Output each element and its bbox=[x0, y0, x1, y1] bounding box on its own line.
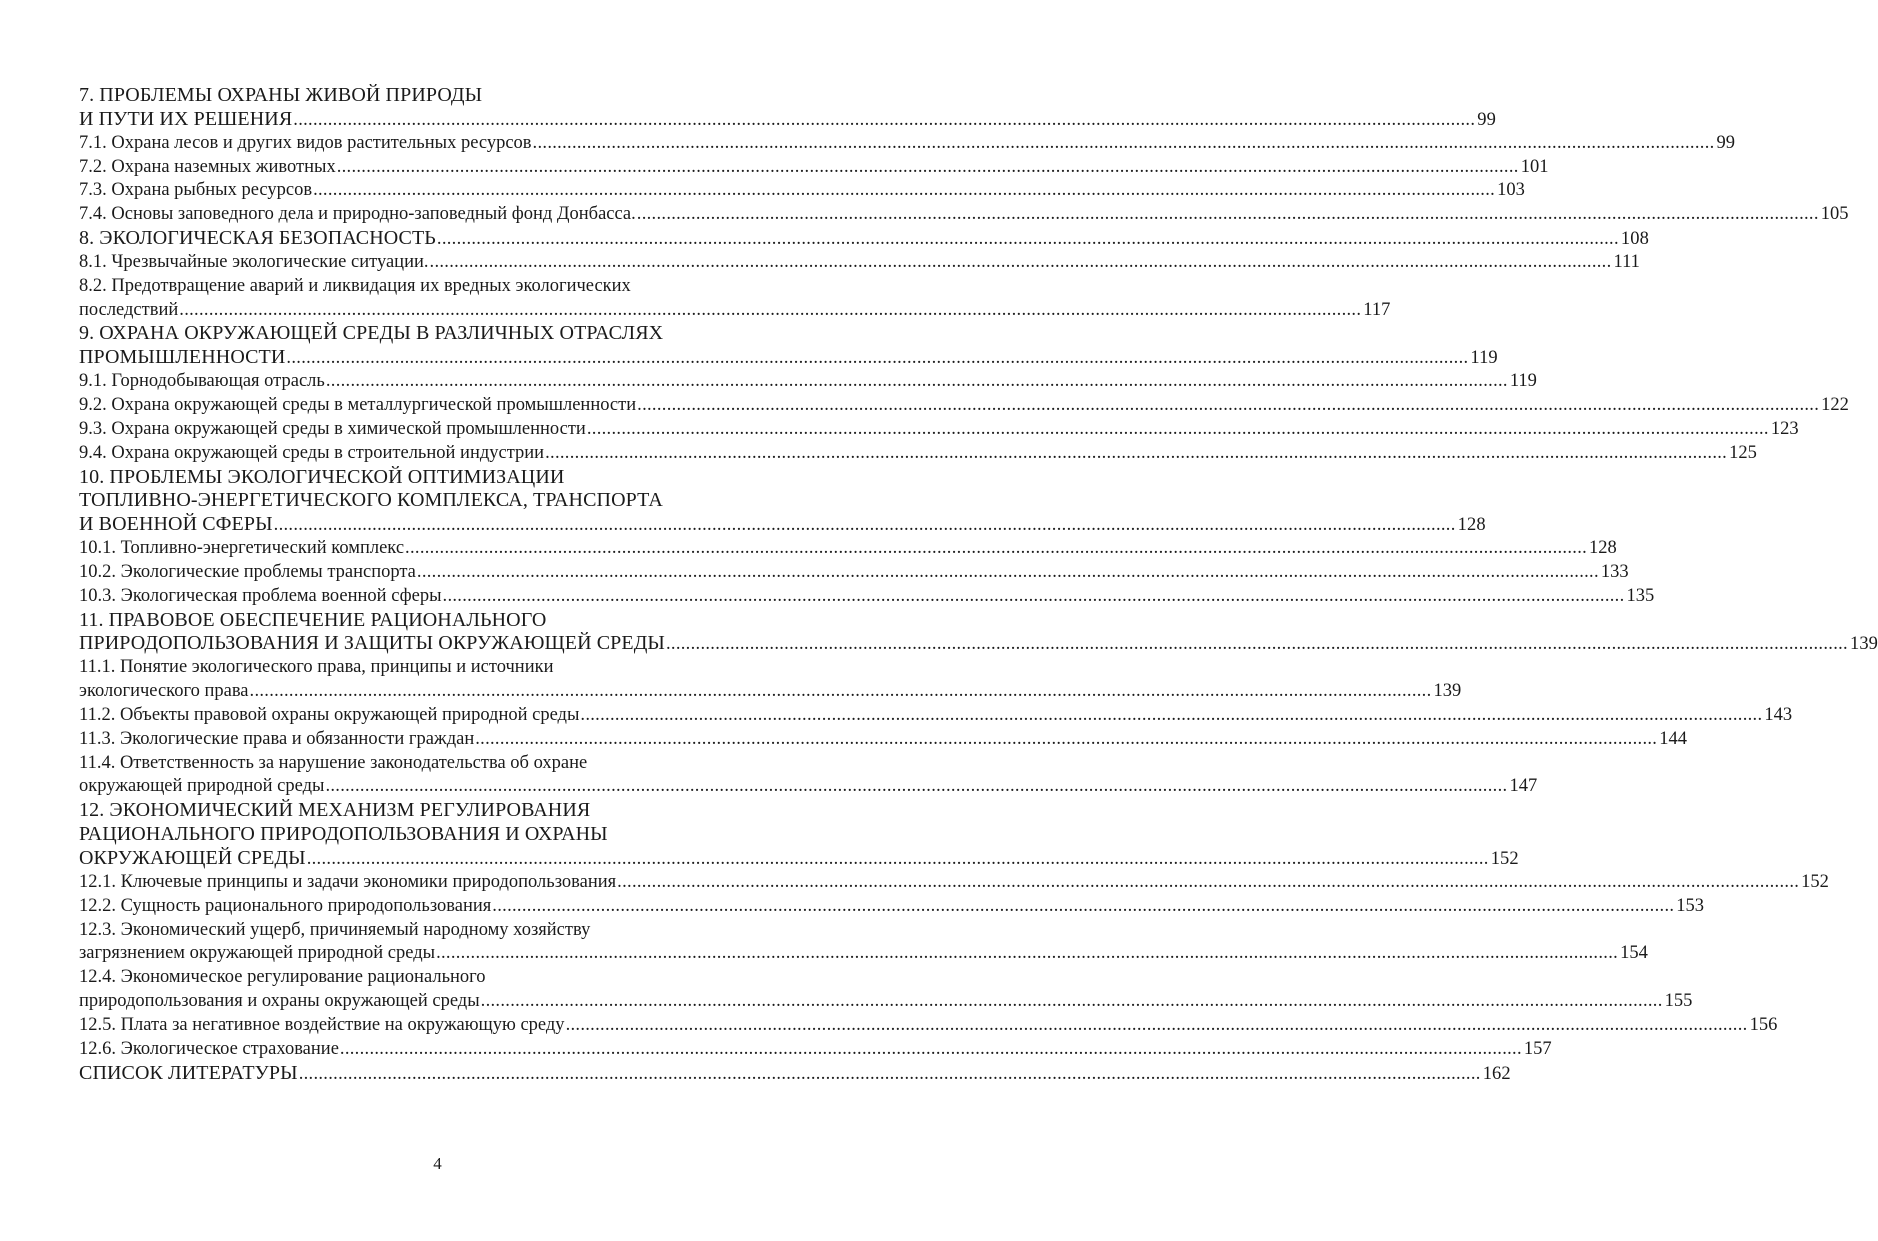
toc-entry bbox=[79, 680, 1462, 704]
toc-entry-title: 9.2. Охрана окружающей среды в металлургической промышленности bbox=[79, 394, 637, 415]
dot-leader bbox=[293, 109, 1475, 133]
dot-leader bbox=[587, 418, 1769, 442]
toc-page-number: 123 bbox=[1770, 418, 1799, 439]
toc-page-number: 117 bbox=[1363, 299, 1391, 320]
toc-text-line: 12. ЭКОНОМИЧЕСКИЙ МЕХАНИЗМ РЕГУЛИРОВАНИЯ bbox=[79, 799, 591, 822]
toc-text-line: 12.4. Экономическое регулирование рационального bbox=[79, 967, 486, 988]
dot-leader bbox=[666, 633, 1848, 657]
toc-entry-title: 12.5. Плата за негативное воздействие на окружающую среду bbox=[79, 1014, 565, 1035]
toc-page-number: 128 bbox=[1457, 515, 1486, 536]
toc-entry bbox=[79, 728, 1687, 752]
toc-page-number: 139 bbox=[1849, 634, 1878, 655]
toc-page-number: 156 bbox=[1749, 1014, 1778, 1035]
dot-leader bbox=[637, 203, 1819, 227]
table-of-contents bbox=[79, 84, 1878, 1085]
toc-entry-title: СПИСОК ЛИТЕРАТУРЫ bbox=[79, 1061, 298, 1084]
toc-entry-title: 12.2. Сущность рационального природопользования bbox=[79, 895, 492, 916]
toc-entry-title: 7.3. Охрана рыбных ресурсов bbox=[79, 180, 313, 201]
toc-entry-title: загрязнением окружающей природной среды bbox=[79, 943, 436, 964]
toc-entry bbox=[79, 871, 1829, 895]
toc-entry-title: 10.1. Топливно-энергетический комплекс bbox=[79, 538, 405, 559]
toc-page-number: 111 bbox=[1613, 251, 1640, 272]
dot-leader bbox=[637, 394, 1819, 418]
toc-entry-title: окружающей природной среды bbox=[79, 776, 325, 797]
toc-entry bbox=[79, 561, 1629, 585]
dot-leader bbox=[430, 251, 1612, 275]
toc-entry-title: И ПУТИ ИХ РЕШЕНИЯ bbox=[79, 107, 293, 130]
toc-entry bbox=[79, 513, 1486, 537]
toc-page-number: 154 bbox=[1620, 943, 1648, 964]
toc-entry bbox=[79, 1014, 1778, 1038]
toc-entry bbox=[79, 418, 1799, 442]
toc-text-line: 11.4. Ответственность за нарушение законодательства об охране bbox=[79, 752, 588, 773]
toc-entry-title: 8.1. Чрезвычайные экологические ситуации. bbox=[79, 251, 429, 272]
toc-entry-title: 7.1. Охрана лесов и других видов растительных ресурсов bbox=[79, 132, 532, 153]
toc-text-line: 7. ПРОБЛЕМЫ ОХРАНЫ ЖИВОЙ ПРИРОДЫ bbox=[79, 84, 483, 106]
dot-leader bbox=[286, 347, 1468, 371]
toc-entry-title: 9.1. Горнодобывающая отрасль bbox=[79, 371, 325, 392]
dot-leader bbox=[481, 990, 1663, 1014]
dot-leader bbox=[326, 370, 1508, 394]
toc-entry-title: 11.3. Экологические права и обязанности граждан bbox=[79, 728, 475, 749]
toc-page-number: 119 bbox=[1470, 348, 1498, 369]
dot-leader bbox=[566, 1014, 1748, 1038]
toc-entry bbox=[79, 179, 1525, 203]
toc-entry bbox=[79, 1038, 1552, 1062]
toc-entry-title: 9.3. Охрана окружающей среды в химической промышленности bbox=[79, 418, 586, 439]
dot-leader bbox=[617, 871, 1799, 895]
toc-page-number: 133 bbox=[1600, 561, 1629, 582]
toc-entry bbox=[79, 704, 1793, 728]
toc-entry bbox=[79, 394, 1849, 418]
dot-leader bbox=[417, 561, 1599, 585]
toc-entry bbox=[79, 895, 1705, 919]
toc-entry bbox=[79, 132, 1736, 156]
toc-page-number: 119 bbox=[1509, 371, 1537, 392]
toc-text-line: 12.3. Экономический ущерб, причиняемый народному хозяйству bbox=[79, 919, 591, 940]
toc-entry-title: 11.2. Объекты правовой охраны окружающей природной среды bbox=[79, 704, 580, 725]
toc-entry bbox=[79, 442, 1757, 466]
dot-leader bbox=[299, 1063, 1481, 1087]
toc-page-number: 143 bbox=[1764, 704, 1793, 725]
toc-entry bbox=[79, 251, 1640, 275]
toc-entry bbox=[79, 990, 1693, 1014]
dot-leader bbox=[340, 1038, 1522, 1062]
toc-entry-title: 10.3. Экологическая проблема военной сферы bbox=[79, 585, 442, 606]
toc-entry bbox=[79, 537, 1617, 561]
toc-text-line: 8.2. Предотвращение аварий и ликвидация их вредных экологических bbox=[79, 275, 631, 296]
toc-entry-title: 8. ЭКОЛОГИЧЕСКАЯ БЕЗОПАСНОСТЬ bbox=[79, 227, 436, 250]
dot-leader bbox=[443, 585, 1625, 609]
toc-entry bbox=[79, 107, 1496, 132]
toc-entry bbox=[79, 942, 1648, 966]
toc-page-number: 147 bbox=[1509, 776, 1538, 797]
toc-entry-title: 9.4. Охрана окружающей среды в строительной индустрии bbox=[79, 442, 545, 463]
toc-entry bbox=[79, 370, 1537, 394]
dot-leader bbox=[307, 848, 1489, 872]
toc-page-number: 139 bbox=[1433, 681, 1462, 702]
toc-entry-title: экологического права bbox=[79, 681, 249, 702]
toc-entry bbox=[79, 585, 1655, 609]
toc-page-number: 155 bbox=[1664, 991, 1693, 1012]
toc-text-line: 9. ОХРАНА ОКРУЖАЮЩЕЙ СРЕДЫ В РАЗЛИЧНЫХ ОТРАСЛЯХ bbox=[79, 322, 664, 345]
toc-entry-title: ОКРУЖАЮЩЕЙ СРЕДЫ bbox=[79, 847, 306, 869]
toc-entry bbox=[79, 299, 1391, 323]
toc-page-number: 122 bbox=[1821, 394, 1849, 415]
toc-entry bbox=[79, 847, 1519, 871]
toc-text-line: 11. ПРАВОВОЕ ОБЕСПЕЧЕНИЕ РАЦИОНАЛЬНОГО bbox=[79, 608, 547, 631]
page-number: 4 bbox=[433, 1154, 442, 1173]
toc-entry bbox=[79, 775, 1538, 799]
dot-leader bbox=[492, 895, 1674, 919]
toc-page-number: 103 bbox=[1497, 180, 1525, 201]
toc-page-number: 105 bbox=[1820, 204, 1849, 225]
toc-page-number: 108 bbox=[1620, 229, 1649, 250]
toc-entry-title: 12.6. Экологическое страхование bbox=[79, 1038, 339, 1059]
toc-page-number: 144 bbox=[1659, 728, 1687, 749]
toc-entry-title: последствий bbox=[79, 299, 179, 320]
dot-leader bbox=[405, 537, 1587, 561]
dot-leader bbox=[179, 299, 1361, 323]
dot-leader bbox=[313, 179, 1495, 203]
dot-leader bbox=[274, 514, 1456, 538]
toc-entry-title: природопользования и охраны окружающей среды bbox=[79, 991, 480, 1012]
toc-text-line: 10. ПРОБЛЕМЫ ЭКОЛОГИЧЕСКОЙ ОПТИМИЗАЦИИ bbox=[79, 465, 565, 488]
toc-entry bbox=[79, 632, 1878, 656]
toc-page-number: 157 bbox=[1523, 1038, 1552, 1059]
dot-leader bbox=[436, 942, 1618, 966]
toc-page-number: 99 bbox=[1716, 132, 1736, 153]
toc-page-number: 153 bbox=[1676, 895, 1705, 916]
toc-page-number: 162 bbox=[1482, 1063, 1511, 1084]
dot-leader bbox=[533, 132, 1715, 156]
toc-entry bbox=[79, 346, 1498, 370]
toc-page-number: 152 bbox=[1801, 871, 1829, 892]
dot-leader bbox=[250, 680, 1432, 704]
toc-entry-title: 12.1. Ключевые принципы и задачи экономики природопользования bbox=[79, 871, 617, 892]
dot-leader bbox=[475, 728, 1657, 752]
toc-page-number: 128 bbox=[1589, 538, 1617, 559]
toc-page-number: 152 bbox=[1490, 849, 1519, 869]
toc-entry-title: 7.2. Охрана наземных животных bbox=[79, 156, 336, 177]
dot-leader bbox=[545, 442, 1727, 466]
toc-entry bbox=[79, 156, 1549, 180]
toc-text-line: 11.1. Понятие экологического права, принципы и источники bbox=[79, 657, 554, 678]
toc-entry bbox=[79, 227, 1649, 251]
toc-page-number: 99 bbox=[1477, 109, 1496, 130]
dot-leader bbox=[337, 156, 1519, 180]
toc-text-line: ТОПЛИВНО-ЭНЕРГЕТИЧЕСКОГО КОМПЛЕКСА, ТРАНСПОРТА bbox=[79, 489, 663, 512]
toc-entry bbox=[79, 203, 1849, 227]
toc-entry-title: ПРОМЫШЛЕННОСТИ bbox=[79, 346, 286, 369]
dot-leader bbox=[325, 775, 1507, 799]
toc-entry bbox=[79, 1061, 1511, 1086]
toc-entry-title: 7.4. Основы заповедного дела и природно-заповедный фонд Донбасса. bbox=[79, 204, 636, 225]
toc-entry-title: И ВОЕННОЙ СФЕРЫ bbox=[79, 513, 273, 536]
toc-page-number: 135 bbox=[1626, 585, 1655, 606]
toc-text-line: РАЦИОНАЛЬНОГО ПРИРОДОПОЛЬЗОВАНИЯ И ОХРАНЫ bbox=[79, 823, 608, 846]
toc-page-number: 101 bbox=[1520, 156, 1549, 177]
toc-page-number: 125 bbox=[1729, 442, 1757, 463]
dot-leader bbox=[437, 228, 1619, 252]
dot-leader bbox=[580, 704, 1762, 728]
toc-entry-title: 10.2. Экологические проблемы транспорта bbox=[79, 561, 416, 582]
toc-entry-title: ПРИРОДОПОЛЬЗОВАНИЯ И ЗАЩИТЫ ОКРУЖАЮЩЕЙ СРЕДЫ bbox=[79, 632, 665, 655]
